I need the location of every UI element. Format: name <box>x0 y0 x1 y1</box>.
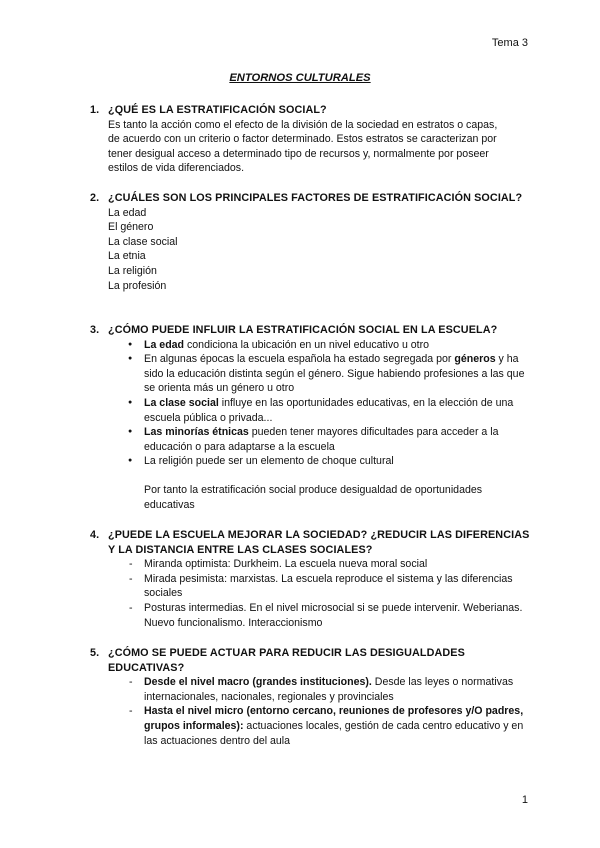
section-1-line-1: Es tanto la acción como el efecto de la división de la sociedad en estratos o capas, <box>108 118 498 131</box>
section-3-bullet-list <box>90 338 530 469</box>
section-1-question <box>90 103 530 118</box>
section-5-number: 5. <box>90 647 100 659</box>
view-intermediate: - Posturas intermedias. En el nivel microsocial si se puede intervenir. Weberianas. Nuevo funcionalismo. Interaccionismo <box>90 601 530 630</box>
level-micro: - Hasta el nivel micro (entorno cercano, reuniones de profesores y/O padres, grupos informales): actuaciones locales, gestión de cada centro educativo y en las actuaciones dentro del aula <box>90 704 530 748</box>
section-3-heading: ¿CÓMO PUEDE INFLUIR LA ESTRATIFICACIÓN SOCIAL EN LA ESCUELA? <box>108 324 498 336</box>
section-5-dash-list <box>90 675 530 748</box>
section-2-heading: ¿CUÁLES SON LOS PRINCIPALES FACTORES DE ESTRATIFICACIÓN SOCIAL? <box>108 192 523 204</box>
bullet-gender: ● En algunas épocas la escuela española ha estado segregada por géneros y ha sido la educación distinta según el género. Sigue habiendo profesiones a las que se orienta más un género u otro <box>90 352 530 396</box>
bullet-religion: ● La religión puede ser un elemento de choque cultural <box>90 454 530 469</box>
level-macro: - Desde el nivel macro (grandes instituciones). Desde las leyes o normativas internacionales, nacionales, regionales y provinciales <box>90 675 530 704</box>
section-1-number: 1. <box>90 104 100 116</box>
factor-social-class: La clase social <box>108 235 178 248</box>
view-pessimistic: - Mirada pesimista: marxistas. La escuela reproduce el sistema y las diferencias sociales <box>90 572 530 601</box>
factor-age: La edad <box>108 206 147 219</box>
section-5-question <box>90 646 530 675</box>
section-1 <box>90 103 530 176</box>
section-2 <box>90 191 530 293</box>
bullet-age: ● La edad condiciona la ubicación en un nivel educativo u otro <box>90 338 530 353</box>
section-4-question <box>90 528 530 557</box>
document-title: ENTORNOS CULTURALES <box>229 72 371 84</box>
section-3-question <box>90 323 530 338</box>
section-1-line-2: de acuerdo con un criterio o factor determinado. Estos estratos se caracterizan por <box>108 133 497 146</box>
section-3 <box>90 323 530 512</box>
section-1-line-4: estilos de vida diferenciados. <box>108 162 245 175</box>
section-4 <box>90 528 530 630</box>
page-header-topic: Tema 3 <box>491 37 528 49</box>
section-2-question <box>90 191 530 206</box>
section-3-conclusion: Por tanto la estratificación social produce desigualdad de oportunidades educativas <box>144 483 483 511</box>
section-4-number: 4. <box>90 529 100 541</box>
factor-profession: La profesión <box>108 279 167 292</box>
factor-gender: El género <box>108 221 154 234</box>
section-3-number: 3. <box>90 324 100 336</box>
page-number: 1 <box>521 794 528 807</box>
factor-religion: La religión <box>108 264 157 277</box>
bullet-ethnic-minorities: ● Las minorías étnicas pueden tener mayores dificultades para acceder a la educación o para adaptarse a la escuela <box>90 425 530 454</box>
section-1-heading: ¿QUÉ ES LA ESTRATIFICACIÓN SOCIAL? <box>108 104 327 116</box>
bullet-social-class: ● La clase social influye en las oportunidades educativas, en la elección de una escuela pública o privada... <box>90 396 530 425</box>
section-1-line-3: tener desigual acceso a determinado tipo de recursos y, normalmente por poseer <box>108 147 489 160</box>
section-2-number: 2. <box>90 192 100 204</box>
factor-ethnicity: La etnia <box>108 250 146 263</box>
view-optimistic: - Miranda optimista: Durkheim. La escuela nueva moral social <box>90 557 530 572</box>
section-5-heading: ¿CÓMO SE PUEDE ACTUAR PARA REDUCIR LAS DESIGUALDADES EDUCATIVAS? <box>108 647 465 674</box>
section-4-dash-list <box>90 557 530 630</box>
section-4-heading: ¿PUEDE LA ESCUELA MEJORAR LA SOCIEDAD? ¿REDUCIR LAS DIFERENCIAS Y LA DISTANCIA ENTRE LAS CLASES SOCIALES? <box>108 529 530 556</box>
section-5 <box>90 646 530 748</box>
